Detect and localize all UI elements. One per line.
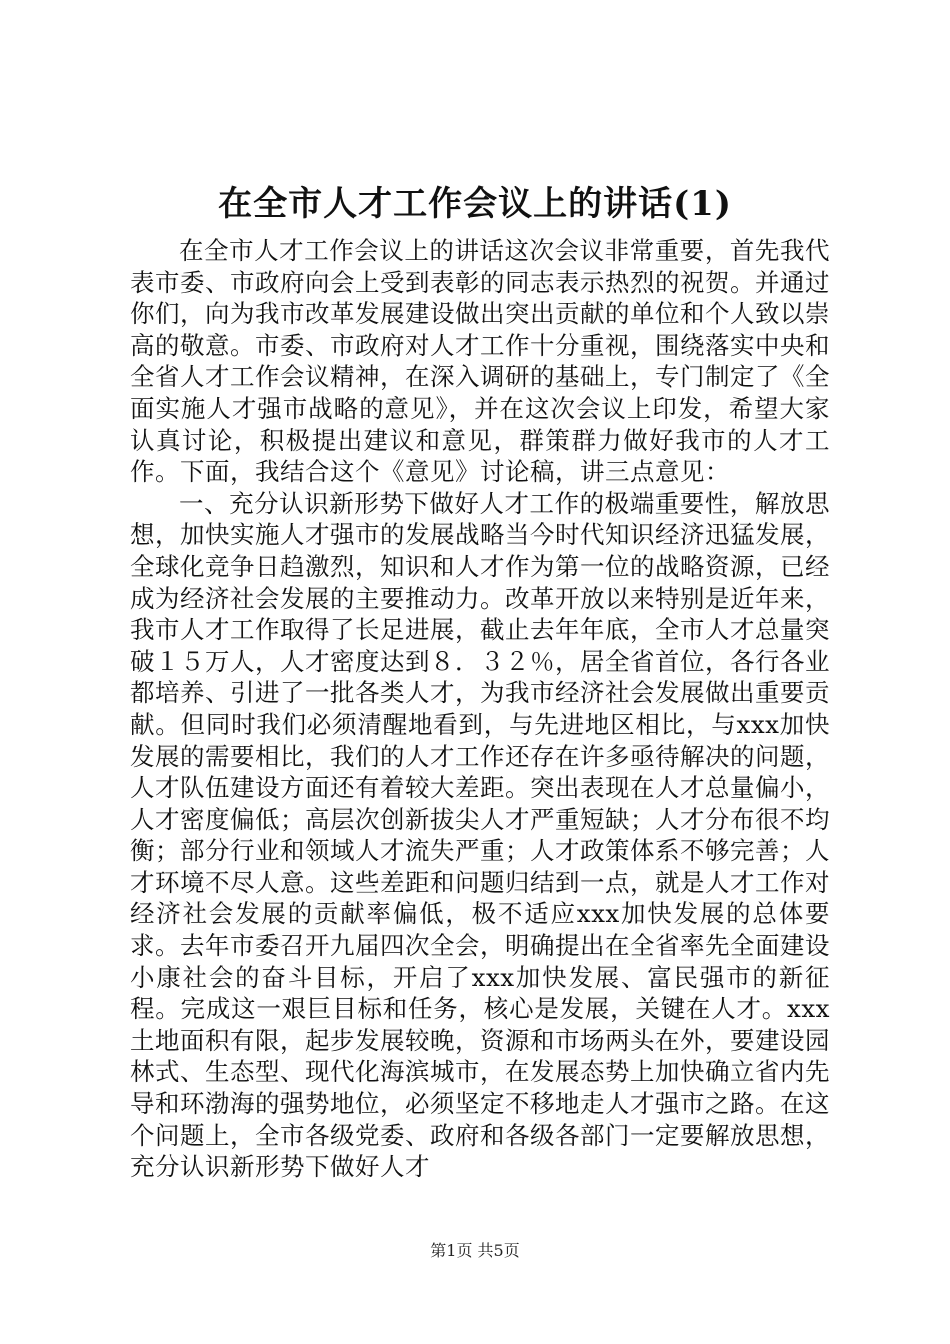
- paragraph-section-one: 一、充分认识新形势下做好人才工作的极端重要性，解放思想，加快实施人才强市的发展战略当今时代知识经济迅猛发展，全球化竞争日趋激烈，知识和人才作为第一位的战略资源，已经成为经济社会发展的主要推动力。改革开放以来特别是近年来，我市人才工作取得了长足进展，截止去年年底，全市人才总量突破１５万人，人才密度达到８．３２％，居全省首位，各行各业都培养、引进了一批各类人才，为我市经济社会发展做出重要贡献。但同时我们必须清醒地看到，与先进地区相比，与xxx加快发展的需要相比，我们的人才工作还存在许多亟待解决的问题，人才队伍建设方面还有着较大差距。突出表现在人才总量偏小，人才密度偏低；高层次创新拔尖人才严重短缺；人才分布很不均衡；部分行业和领域人才流失严重；人才政策体系不够完善；人才环境不尽人意。这些差距和问题归结到一点，就是人才工作对经济社会发展的贡献率偏低，极不适应xxx加快发展的总体要求。去年市委召开九届四次全会，明确提出在全省率先全面建设小康社会的奋斗目标，开启了xxx加快发展、富民强市的新征程。完成这一艰巨目标和任务，核心是发展，关键在人才。xxx土地面积有限，起步发展较晚，资源和市场两头在外，要建设园林式、生态型、现代化海滨城市，在发展态势上加快确立省内先导和环渤海的强势地位，必须坚定不移地走人才强市之路。在这个问题上，全市各级党委、政府和各级各部门一定要解放思想，充分认识新形势下做好人才: [130, 488, 830, 1182]
- paragraph-intro: 在全市人才工作会议上的讲话这次会议非常重要，首先我代表市委、市政府向会上受到表彰的同志表示热烈的祝贺。并通过你们，向为我市改革发展建设做出突出贡献的单位和个人致以崇高的敬意。市委、市政府对人才工作十分重视，围绕落实中央和全省人才工作会议精神，在深入调研的基础上，专门制定了《全面实施人才强市战略的意见》，并在这次会议上印发，希望大家认真讨论，积极提出建议和意见，群策群力做好我市的人才工作。下面，我结合这个《意见》讨论稿，讲三点意见：: [130, 236, 830, 487]
- document-body: [130, 235, 830, 1183]
- page-footer: 第1页 共5页: [430, 1241, 520, 1260]
- document-title: 在全市人才工作会议上的讲话(1): [218, 184, 732, 224]
